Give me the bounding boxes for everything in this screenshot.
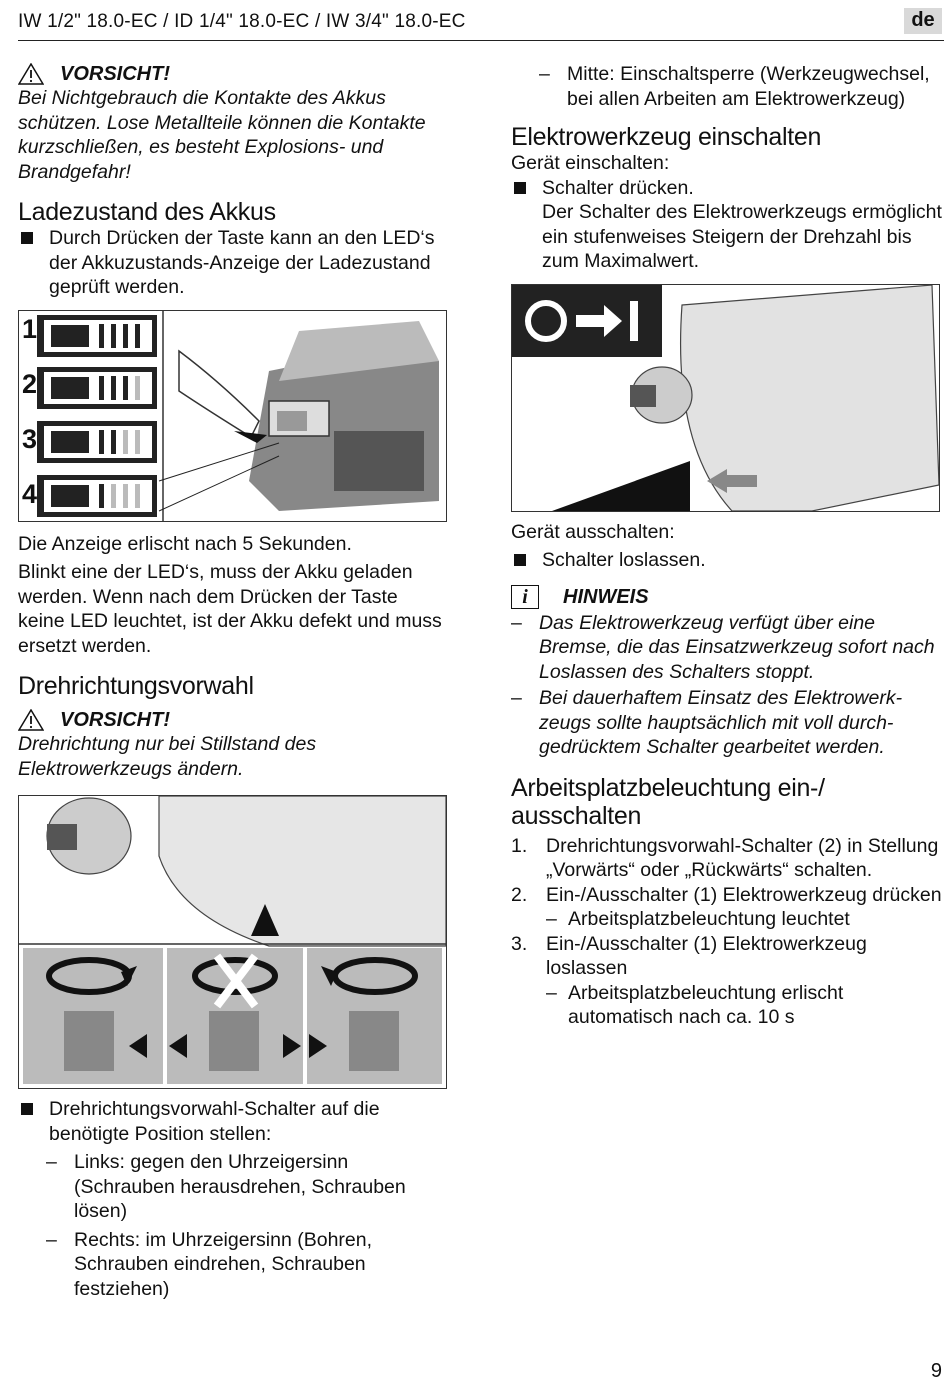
step-2-text: Ein-/Ausschalter (1) Elektrowerkzeug drücken: [546, 883, 942, 906]
bullet-charge: [18, 226, 448, 300]
bullet-direction: [18, 1097, 448, 1146]
step-2-number: 2.: [511, 883, 528, 906]
bullet-charge-text: Durch Drücken der Taste kann an den LED‘s der Akkuzustands-Anzeige der Ladezustand geprüft werden.: [49, 227, 435, 298]
caution-2-text: Drehrichtung nur bei Stillstand des Elektrowerkzeugs ändern.: [18, 733, 317, 780]
heading-direction: Drehrichtungsvorwahl: [18, 672, 254, 700]
step-2-sub: Arbeitsplatzbeleuchtung leuchtet: [568, 908, 850, 930]
led-level-4: [37, 475, 157, 517]
switch-off-bullet: Schalter loslassen.: [542, 549, 706, 571]
rechts-label: Rechts:: [74, 1228, 141, 1251]
step-3-text: Ein-/Ausschalter (1) Elektrowerkzeug loslassen: [546, 932, 867, 979]
level-label-4: 4: [22, 478, 38, 509]
caution-1-text: Bei Nichtgebrauch die Kontakte des Akkus schützen. Lose Metallteile können die Kontakte kurzschließen, es besteht Explosions- und Brandgefahr!: [18, 87, 426, 183]
bullet-switch-on: [511, 176, 943, 274]
step-3-sub: Arbeitsplatzbeleuchtung erlischt automatisch nach ca. 10 s: [568, 981, 844, 1028]
warning-icon: [18, 709, 44, 731]
heading-switch-on: Elektrowerkzeug einschalten: [511, 123, 822, 151]
battery-charge-figure: [18, 310, 447, 522]
mitte-label: Mitte:: [567, 63, 615, 85]
note-item-1-text: Das Elektrowerkzeug verfügt über eine Bremse, die das Einsatzwerkzeug sofort nach Loslassen des Schalters stoppt.: [539, 611, 935, 683]
note-label: HINWEIS: [563, 585, 649, 608]
charge-after-1: Die Anzeige erlischt nach 5 Sekunden.: [18, 532, 352, 555]
rechts-text: im Uhrzeigersinn (Bohren, Schrauben eindrehen, Schrauben festziehen): [74, 1228, 373, 1300]
bullet-square-icon: [514, 182, 526, 194]
caution-2-label: VORSICHT!: [60, 709, 170, 731]
note-item-2: – Bei dauerhaftem Einsatz des Elektrowerk-zeugs sollte hauptsächlich mit voll durch-gedrücktem Schalter gearbeitet werden.: [511, 686, 943, 760]
bullet-square-icon: [21, 232, 33, 244]
panel-left: [23, 948, 163, 1084]
heading-charge-state: Ladezustand des Akkus: [18, 198, 276, 226]
led-level-1: [37, 315, 157, 357]
note-item-1: – Das Elektrowerkzeug verfügt über eine Bremse, die das Einsatzwerkzeug sofort nach Loslassen des Schalters stoppt.: [511, 611, 943, 685]
caution-2: [18, 708, 448, 732]
switch-on-intro: Gerät einschalten:: [511, 152, 670, 174]
step-3-number: 3.: [511, 932, 528, 955]
dash-links: – Links: gegen den Uhrzeigersinn (Schrauben herausdrehen, Schrauben lösen): [46, 1151, 406, 1222]
bullet-square-icon: [514, 554, 526, 566]
warning-icon: [18, 63, 44, 85]
note-heading: [511, 585, 943, 609]
caution-1: [18, 62, 448, 86]
charge-after-2: Blinkt eine der LED‘s, muss der Akku geladen werden. Wenn nach dem Drücken der Taste keine LED leuchtet, ist der Akku defekt und muss ersetzt werden.: [18, 561, 442, 657]
step-1-text: Drehrichtungsvorwahl-Schalter (2) in Stellung „Vorwärts“ oder „Rückwärts“ schalten.: [546, 834, 939, 881]
mitte-text: Einschaltsperre (Werkzeugwechsel, bei allen Arbeiten am Elektrowerkzeug): [567, 63, 930, 110]
page-number: 9: [930, 1360, 942, 1382]
panel-center: [167, 948, 303, 1084]
level-label-1: 1: [22, 313, 38, 344]
panel-right: [307, 948, 442, 1084]
note-item-2-text: Bei dauerhaftem Einsatz des Elektrowerk-zeugs sollte hauptsächlich mit voll durch-gedrücktem Schalter gearbeitet werden.: [539, 687, 903, 758]
direction-illustration: [19, 796, 446, 1088]
switch-illustration: [512, 285, 939, 511]
page-header: [18, 8, 944, 41]
step-1-number: 1.: [511, 834, 528, 857]
language-badge: de: [904, 8, 942, 34]
step-1: [511, 834, 943, 883]
switch-figure: [511, 284, 940, 512]
led-level-3: [37, 421, 157, 463]
led-level-2: [37, 367, 157, 409]
bullet-switch-off: [511, 548, 943, 573]
links-text: : gegen den Uhrzeigersinn (Schrauben herausdrehen, Schrauben lösen): [74, 1151, 406, 1222]
level-label-3: 3: [22, 423, 38, 454]
right-column: [511, 62, 943, 1030]
switch-off-intro: Gerät ausschalten:: [511, 520, 675, 543]
dash-rechts: – Rechts: im Uhrzeigersinn (Bohren, Schrauben eindrehen, Schrauben festziehen): [46, 1228, 373, 1300]
bullet-direction-text: Drehrichtungsvorwahl-Schalter auf die benötigte Position stellen:: [49, 1098, 380, 1145]
step-3: 3. Ein-/Ausschalter (1) Elektrowerkzeug loslassen – Arbeitsplatzbeleuchtung erlischt automatisch nach ca. 10 s: [511, 932, 943, 1030]
caution-1-label: VORSICHT!: [60, 63, 170, 85]
battery-illustration: [19, 311, 446, 521]
links-label: Links: [74, 1151, 120, 1173]
step-2: 2. Ein-/Ausschalter (1) Elektrowerkzeug drücken – Arbeitsplatzbeleuchtung leuchtet: [511, 883, 942, 930]
heading-work-light: Arbeitsplatzbeleuchtung ein-/ ausschalten: [511, 773, 825, 830]
direction-switch-figure: [18, 795, 447, 1089]
switch-on-bullet-text: Der Schalter des Elektrowerkzeugs ermöglicht ein stufenweises Steigern der Drehzahl bis zum Maximalwert.: [542, 201, 942, 272]
bullet-square-icon: [21, 1103, 33, 1115]
level-label-2: 2: [22, 368, 38, 399]
left-column: [18, 62, 448, 1301]
header-title: IW 1/2" 18.0-EC / ID 1/4" 18.0-EC / IW 3/4" 18.0-EC: [18, 11, 466, 32]
dash-mitte: – Mitte: Einschaltsperre (Werkzeugwechsel, bei allen Arbeiten am Elektrowerkzeug): [539, 63, 930, 110]
switch-on-bullet: Schalter drücken.: [542, 176, 694, 199]
info-icon: i: [511, 585, 539, 609]
